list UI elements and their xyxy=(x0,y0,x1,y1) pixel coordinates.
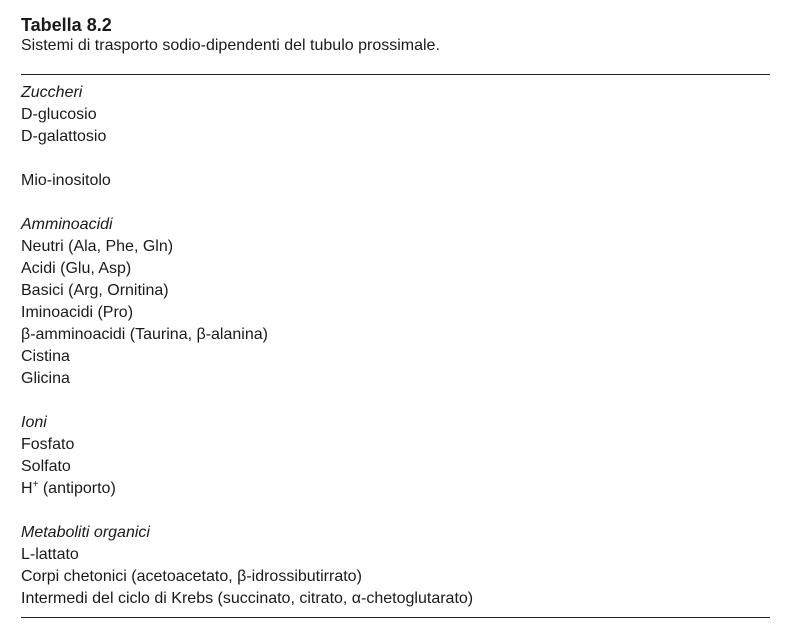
document-page xyxy=(21,14,770,618)
table-body xyxy=(21,82,770,610)
list-item: Neutri (Ala, Phe, Gln) xyxy=(21,238,174,255)
list-item: Corpi chetonici (acetoacetato, β-idrossibutirrato) xyxy=(21,568,362,585)
top-rule xyxy=(21,74,770,75)
list-item: Fosfato xyxy=(21,436,75,453)
list-item: Basici (Arg, Ornitina) xyxy=(21,282,169,299)
list-item: β-amminoacidi (Taurina, β-alanina) xyxy=(21,326,268,343)
list-item: D-glucosio xyxy=(21,106,97,123)
list-item: Iminoacidi (Pro) xyxy=(21,304,134,321)
table-subtitle: Sistemi di trasporto sodio-dipendenti del tubulo prossimale. xyxy=(21,37,440,54)
list-item: Cistina xyxy=(21,348,70,365)
table-title: Tabella 8.2 xyxy=(21,15,112,35)
section-heading-ioni: Ioni xyxy=(21,414,47,431)
zuccheri-extra-group xyxy=(21,170,770,192)
list-item: Solfato xyxy=(21,458,71,475)
section-heading-amminoacidi: Amminoacidi xyxy=(21,216,113,233)
list-item: Mio-inositolo xyxy=(21,172,111,189)
section-amminoacidi xyxy=(21,214,770,390)
section-heading-zuccheri: Zuccheri xyxy=(21,84,83,101)
section-metaboliti xyxy=(21,522,770,610)
h-ion-rest: (antiporto) xyxy=(38,480,116,497)
list-item: Glicina xyxy=(21,370,70,387)
zuccheri-group xyxy=(21,82,770,148)
list-item: L-lattato xyxy=(21,546,79,563)
h-ion-charge: + xyxy=(32,479,39,490)
list-item: Intermedi del ciclo di Krebs (succinato, citrato, α-chetoglutarato) xyxy=(21,590,474,607)
section-ioni xyxy=(21,412,770,500)
h-ion-base: H xyxy=(21,480,33,497)
bottom-rule xyxy=(21,617,770,618)
list-item-h-ion xyxy=(21,478,770,500)
section-heading-metaboliti: Metaboliti organici xyxy=(21,524,150,541)
list-item: D-galattosio xyxy=(21,128,107,145)
section-zuccheri xyxy=(21,82,770,192)
list-item: Acidi (Glu, Asp) xyxy=(21,260,132,277)
